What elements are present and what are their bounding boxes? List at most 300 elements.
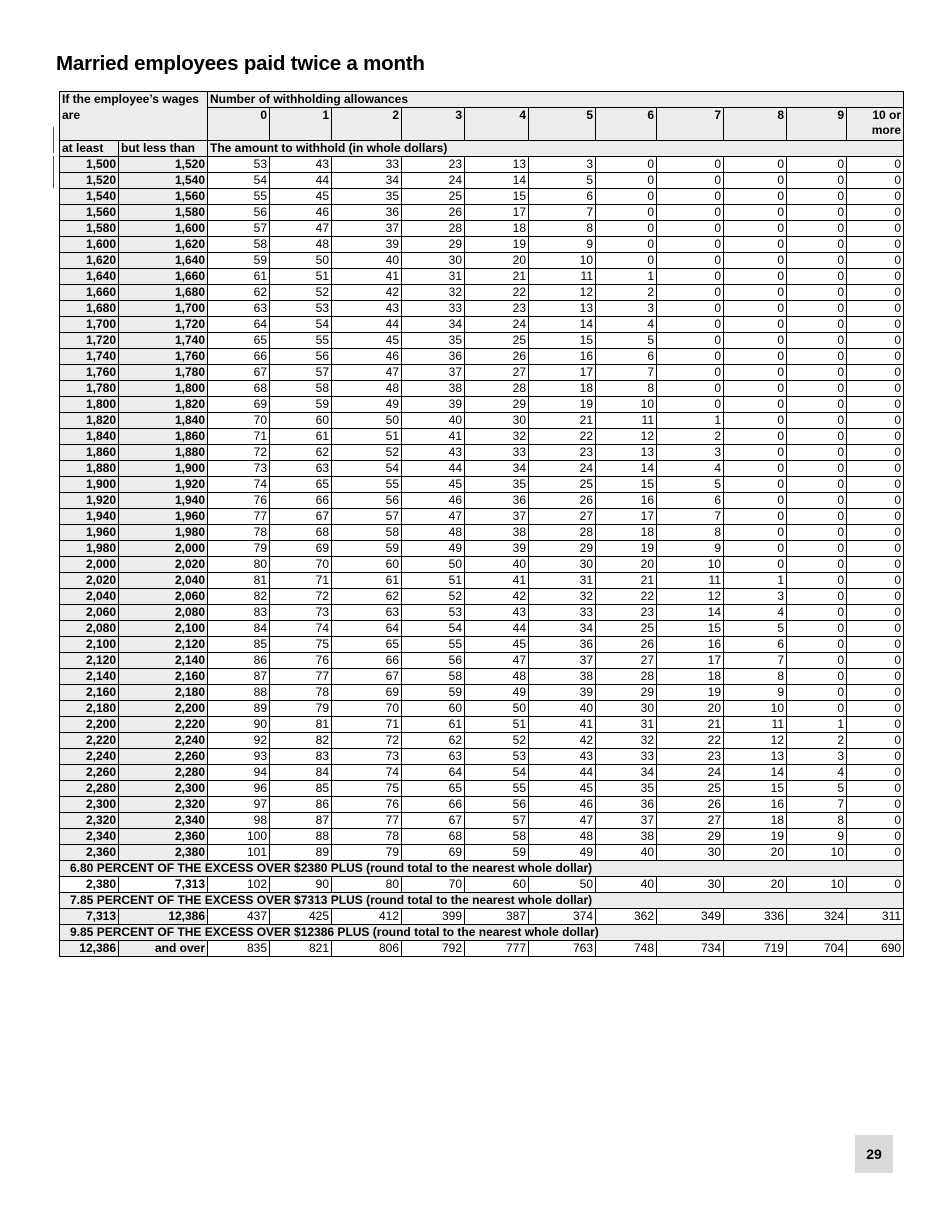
withholding-amount: 0 <box>787 477 847 493</box>
withholding-amount: 27 <box>596 653 657 669</box>
withholding-amount: 0 <box>657 301 724 317</box>
withholding-amount: 17 <box>596 509 657 525</box>
withholding-amount: 40 <box>465 557 529 573</box>
table-row <box>60 781 904 797</box>
withholding-amount: 37 <box>465 509 529 525</box>
bracket-note: 6.80 PERCENT OF THE EXCESS OVER $2380 PLUS (round total to the nearest whole dollar) <box>60 861 904 877</box>
withholding-amount: 61 <box>208 269 270 285</box>
withholding-amount: 34 <box>529 621 596 637</box>
withholding-amount: 0 <box>847 221 904 237</box>
wage-at-least: 1,860 <box>60 445 119 461</box>
withholding-amount: 719 <box>724 941 787 957</box>
withholding-amount: 43 <box>465 605 529 621</box>
withholding-amount: 0 <box>724 461 787 477</box>
withholding-amount: 0 <box>847 557 904 573</box>
withholding-amount: 0 <box>724 253 787 269</box>
withholding-amount: 56 <box>332 493 402 509</box>
withholding-amount: 88 <box>208 685 270 701</box>
withholding-amount: 45 <box>465 637 529 653</box>
withholding-amount: 14 <box>596 461 657 477</box>
withholding-amount: 59 <box>465 845 529 861</box>
withholding-amount: 0 <box>724 397 787 413</box>
withholding-amount: 63 <box>402 749 465 765</box>
withholding-amount: 47 <box>402 509 465 525</box>
withholding-amount: 60 <box>465 877 529 893</box>
withholding-amount: 0 <box>787 333 847 349</box>
wage-at-least: 2,240 <box>60 749 119 765</box>
withholding-amount: 45 <box>402 477 465 493</box>
withholding-amount: 65 <box>332 637 402 653</box>
table-row <box>60 765 904 781</box>
withholding-amount: 0 <box>847 749 904 765</box>
withholding-amount: 42 <box>332 285 402 301</box>
withholding-amount: 40 <box>402 413 465 429</box>
withholding-amount: 6 <box>529 189 596 205</box>
withholding-amount: 0 <box>724 333 787 349</box>
table-row <box>60 461 904 477</box>
withholding-amount: 0 <box>724 301 787 317</box>
withholding-amount: 84 <box>270 765 332 781</box>
wage-less-than: 2,380 <box>119 845 208 861</box>
withholding-amount: 25 <box>402 189 465 205</box>
wage-at-least: 1,500 <box>60 157 119 173</box>
table-row <box>60 349 904 365</box>
withholding-amount: 23 <box>596 605 657 621</box>
withholding-amount: 0 <box>847 541 904 557</box>
withholding-amount: 52 <box>465 733 529 749</box>
withholding-amount: 18 <box>596 525 657 541</box>
withholding-amount: 67 <box>270 509 332 525</box>
withholding-amount: 35 <box>596 781 657 797</box>
withholding-amount: 0 <box>787 669 847 685</box>
withholding-amount: 18 <box>529 381 596 397</box>
withholding-amount: 13 <box>529 301 596 317</box>
withholding-amount: 0 <box>847 637 904 653</box>
withholding-amount: 25 <box>596 621 657 637</box>
withholding-amount: 50 <box>332 413 402 429</box>
wage-at-least: 1,760 <box>60 365 119 381</box>
withholding-amount: 55 <box>270 333 332 349</box>
withholding-amount: 27 <box>657 813 724 829</box>
withholding-amount: 0 <box>847 301 904 317</box>
table-row <box>60 397 904 413</box>
withholding-amount: 34 <box>402 317 465 333</box>
withholding-amount: 9 <box>529 237 596 253</box>
withholding-amount: 0 <box>787 413 847 429</box>
withholding-amount: 0 <box>847 173 904 189</box>
withholding-amount: 704 <box>787 941 847 957</box>
bracket-note: 7.85 PERCENT OF THE EXCESS OVER $7313 PLUS (round total to the nearest whole dollar) <box>60 893 904 909</box>
withholding-amount: 64 <box>402 765 465 781</box>
withholding-amount: 81 <box>208 573 270 589</box>
withholding-amount: 58 <box>208 237 270 253</box>
withholding-amount: 41 <box>332 269 402 285</box>
withholding-amount: 806 <box>332 941 402 957</box>
withholding-amount: 29 <box>529 541 596 557</box>
withholding-amount: 10 <box>596 397 657 413</box>
withholding-amount: 20 <box>465 253 529 269</box>
wage-less-than: 1,880 <box>119 445 208 461</box>
withholding-amount: 54 <box>270 317 332 333</box>
withholding-amount: 7 <box>724 653 787 669</box>
withholding-amount: 12 <box>724 733 787 749</box>
withholding-amount: 8 <box>529 221 596 237</box>
table-row <box>60 301 904 317</box>
wage-at-least: 2,300 <box>60 797 119 813</box>
withholding-amount: 101 <box>208 845 270 861</box>
withholding-amount: 74 <box>208 477 270 493</box>
table-row <box>60 253 904 269</box>
withholding-amount: 26 <box>596 637 657 653</box>
withholding-amount: 0 <box>787 573 847 589</box>
withholding-amount: 55 <box>465 781 529 797</box>
wage-at-least: 1,920 <box>60 493 119 509</box>
withholding-amount: 25 <box>529 477 596 493</box>
wage-less-than: 2,060 <box>119 589 208 605</box>
withholding-amount: 0 <box>847 717 904 733</box>
wage-less-than: 1,820 <box>119 397 208 413</box>
withholding-amount: 39 <box>332 237 402 253</box>
withholding-amount: 23 <box>402 157 465 173</box>
wage-at-least: 2,040 <box>60 589 119 605</box>
withholding-amount: 86 <box>270 797 332 813</box>
withholding-amount: 89 <box>208 701 270 717</box>
withholding-amount: 82 <box>270 733 332 749</box>
withholding-amount: 22 <box>596 589 657 605</box>
withholding-amount: 38 <box>596 829 657 845</box>
withholding-amount: 47 <box>332 365 402 381</box>
withholding-amount: 94 <box>208 765 270 781</box>
withholding-amount: 10 <box>787 877 847 893</box>
wage-less-than: 2,160 <box>119 669 208 685</box>
withholding-amount: 30 <box>657 845 724 861</box>
withholding-amount: 0 <box>847 349 904 365</box>
withholding-amount: 0 <box>847 509 904 525</box>
withholding-amount: 100 <box>208 829 270 845</box>
table-row <box>60 717 904 733</box>
withholding-amount: 11 <box>657 573 724 589</box>
withholding-amount: 15 <box>596 477 657 493</box>
withholding-amount: 8 <box>724 669 787 685</box>
withholding-amount: 31 <box>596 717 657 733</box>
withholding-amount: 0 <box>657 189 724 205</box>
withholding-amount: 13 <box>596 445 657 461</box>
withholding-amount: 40 <box>596 877 657 893</box>
withholding-amount: 23 <box>465 301 529 317</box>
withholding-amount: 48 <box>529 829 596 845</box>
withholding-amount: 12 <box>529 285 596 301</box>
last-col-line1: 10 or <box>872 108 902 122</box>
withholding-amount: 55 <box>332 477 402 493</box>
withholding-amount: 47 <box>270 221 332 237</box>
withholding-amount: 62 <box>208 285 270 301</box>
withholding-amount: 11 <box>529 269 596 285</box>
withholding-amount: 0 <box>847 589 904 605</box>
withholding-amount: 0 <box>724 381 787 397</box>
withholding-amount: 62 <box>332 589 402 605</box>
allowances-label: Number of withholding allowances <box>208 92 904 108</box>
withholding-amount: 0 <box>657 221 724 237</box>
withholding-amount: 16 <box>596 493 657 509</box>
withholding-amount: 3 <box>596 301 657 317</box>
withholding-amount: 53 <box>465 749 529 765</box>
withholding-amount: 31 <box>402 269 465 285</box>
allowance-col-header: 6 <box>596 108 657 141</box>
withholding-amount: 25 <box>657 781 724 797</box>
wage-less-than: 1,600 <box>119 221 208 237</box>
withholding-amount: 3 <box>657 445 724 461</box>
withholding-amount: 15 <box>657 621 724 637</box>
withholding-amount: 71 <box>270 573 332 589</box>
withholding-amount: 1 <box>724 573 787 589</box>
amount-label: The amount to withhold (in whole dollars) <box>208 141 904 157</box>
wage-at-least: 2,160 <box>60 685 119 701</box>
wage-at-least: 1,520 <box>60 173 119 189</box>
withholding-amount: 30 <box>465 413 529 429</box>
withholding-amount: 78 <box>332 829 402 845</box>
allowance-col-header: 3 <box>402 108 465 141</box>
withholding-amount: 6 <box>724 637 787 653</box>
withholding-amount: 71 <box>332 717 402 733</box>
withholding-amount: 0 <box>787 509 847 525</box>
withholding-amount: 78 <box>270 685 332 701</box>
withholding-amount: 13 <box>465 157 529 173</box>
withholding-amount: 0 <box>787 605 847 621</box>
withholding-amount: 0 <box>657 365 724 381</box>
withholding-amount: 4 <box>596 317 657 333</box>
header-row-1 <box>60 92 904 108</box>
withholding-amount: 46 <box>270 205 332 221</box>
withholding-amount: 0 <box>847 669 904 685</box>
withholding-amount: 15 <box>724 781 787 797</box>
withholding-amount: 60 <box>402 701 465 717</box>
withholding-amount: 763 <box>529 941 596 957</box>
table-row <box>60 525 904 541</box>
withholding-amount: 0 <box>847 621 904 637</box>
withholding-amount: 73 <box>332 749 402 765</box>
withholding-amount: 46 <box>332 349 402 365</box>
withholding-amount: 59 <box>402 685 465 701</box>
wage-less-than: 1,980 <box>119 525 208 541</box>
withholding-amount: 80 <box>332 877 402 893</box>
withholding-amount: 1 <box>787 717 847 733</box>
allowance-col-header: 8 <box>724 108 787 141</box>
withholding-amount: 16 <box>657 637 724 653</box>
withholding-amount: 75 <box>270 637 332 653</box>
withholding-amount: 70 <box>332 701 402 717</box>
withholding-amount: 0 <box>847 269 904 285</box>
table-row <box>60 477 904 493</box>
wage-less-than: 2,240 <box>119 733 208 749</box>
withholding-amount: 2 <box>596 285 657 301</box>
withholding-amount: 399 <box>402 909 465 925</box>
withholding-amount: 0 <box>787 381 847 397</box>
table-row <box>60 797 904 813</box>
withholding-table <box>59 91 904 957</box>
withholding-amount: 58 <box>465 829 529 845</box>
withholding-amount: 777 <box>465 941 529 957</box>
withholding-amount: 32 <box>596 733 657 749</box>
wage-less-than: 2,320 <box>119 797 208 813</box>
withholding-amount: 68 <box>270 525 332 541</box>
withholding-amount: 4 <box>724 605 787 621</box>
withholding-amount: 43 <box>402 445 465 461</box>
withholding-amount: 0 <box>787 557 847 573</box>
at-least-label: at least <box>60 141 119 157</box>
withholding-amount: 6 <box>657 493 724 509</box>
wage-less-than: 1,560 <box>119 189 208 205</box>
withholding-amount: 0 <box>657 253 724 269</box>
wage-at-least: 1,660 <box>60 285 119 301</box>
withholding-amount: 76 <box>270 653 332 669</box>
withholding-amount: 690 <box>847 941 904 957</box>
withholding-amount: 63 <box>332 605 402 621</box>
withholding-amount: 0 <box>657 317 724 333</box>
withholding-amount: 29 <box>596 685 657 701</box>
withholding-amount: 24 <box>402 173 465 189</box>
wage-less-than: 1,720 <box>119 317 208 333</box>
withholding-amount: 0 <box>847 733 904 749</box>
withholding-amount: 75 <box>332 781 402 797</box>
wage-at-least: 2,140 <box>60 669 119 685</box>
withholding-amount: 55 <box>208 189 270 205</box>
withholding-amount: 0 <box>787 541 847 557</box>
withholding-amount: 47 <box>465 653 529 669</box>
wage-at-least: 7,313 <box>60 909 119 925</box>
withholding-amount: 22 <box>657 733 724 749</box>
withholding-amount: 39 <box>529 685 596 701</box>
withholding-amount: 80 <box>208 557 270 573</box>
withholding-amount: 62 <box>270 445 332 461</box>
withholding-amount: 0 <box>847 845 904 861</box>
table-row <box>60 589 904 605</box>
withholding-amount: 8 <box>596 381 657 397</box>
withholding-amount: 5 <box>529 173 596 189</box>
withholding-amount: 30 <box>529 557 596 573</box>
table-row <box>60 429 904 445</box>
withholding-amount: 0 <box>787 221 847 237</box>
withholding-amount: 0 <box>847 781 904 797</box>
wage-less-than: 2,300 <box>119 781 208 797</box>
withholding-amount: 13 <box>724 749 787 765</box>
withholding-amount: 9 <box>657 541 724 557</box>
withholding-amount: 0 <box>724 525 787 541</box>
withholding-amount: 45 <box>270 189 332 205</box>
wage-less-than: 2,180 <box>119 685 208 701</box>
withholding-amount: 0 <box>787 397 847 413</box>
wage-at-least: 1,820 <box>60 413 119 429</box>
withholding-amount: 50 <box>270 253 332 269</box>
wage-at-least: 2,320 <box>60 813 119 829</box>
withholding-amount: 16 <box>529 349 596 365</box>
withholding-amount: 34 <box>465 461 529 477</box>
wage-at-least: 1,680 <box>60 301 119 317</box>
withholding-amount: 0 <box>657 285 724 301</box>
wage-at-least: 2,340 <box>60 829 119 845</box>
withholding-amount: 0 <box>596 157 657 173</box>
allowance-col-header: 1 <box>270 108 332 141</box>
withholding-amount: 43 <box>270 157 332 173</box>
withholding-amount: 0 <box>724 237 787 253</box>
withholding-amount: 87 <box>270 813 332 829</box>
withholding-amount: 57 <box>465 813 529 829</box>
withholding-amount: 5 <box>596 333 657 349</box>
withholding-amount: 2 <box>657 429 724 445</box>
withholding-amount: 69 <box>332 685 402 701</box>
withholding-amount: 28 <box>596 669 657 685</box>
wage-at-least: 1,600 <box>60 237 119 253</box>
wage-less-than: 2,000 <box>119 541 208 557</box>
withholding-amount: 44 <box>402 461 465 477</box>
table-row <box>60 509 904 525</box>
wage-at-least: 1,880 <box>60 461 119 477</box>
withholding-amount: 0 <box>847 413 904 429</box>
withholding-amount: 40 <box>529 701 596 717</box>
withholding-amount: 40 <box>332 253 402 269</box>
table-row <box>60 317 904 333</box>
withholding-amount: 0 <box>657 173 724 189</box>
withholding-amount: 45 <box>529 781 596 797</box>
withholding-amount: 41 <box>465 573 529 589</box>
withholding-amount: 7 <box>787 797 847 813</box>
withholding-amount: 0 <box>724 541 787 557</box>
withholding-amount: 0 <box>724 285 787 301</box>
table-row <box>60 557 904 573</box>
withholding-amount: 28 <box>402 221 465 237</box>
table-row <box>60 749 904 765</box>
withholding-amount: 0 <box>847 525 904 541</box>
table-row <box>60 173 904 189</box>
withholding-amount: 19 <box>596 541 657 557</box>
withholding-amount: 0 <box>787 205 847 221</box>
withholding-amount: 32 <box>402 285 465 301</box>
withholding-amount: 69 <box>208 397 270 413</box>
table-row <box>60 541 904 557</box>
withholding-amount: 90 <box>208 717 270 733</box>
wage-at-least: 1,640 <box>60 269 119 285</box>
withholding-amount: 734 <box>657 941 724 957</box>
withholding-amount: 89 <box>270 845 332 861</box>
allowance-col-header-last <box>847 108 904 141</box>
withholding-amount: 39 <box>402 397 465 413</box>
withholding-amount: 36 <box>596 797 657 813</box>
withholding-amount: 11 <box>596 413 657 429</box>
margin-mark <box>53 127 54 153</box>
table-row <box>60 877 904 893</box>
withholding-amount: 23 <box>529 445 596 461</box>
withholding-amount: 0 <box>847 605 904 621</box>
withholding-amount: 83 <box>270 749 332 765</box>
withholding-amount: 63 <box>208 301 270 317</box>
withholding-amount: 792 <box>402 941 465 957</box>
withholding-amount: 10 <box>724 701 787 717</box>
withholding-amount: 76 <box>332 797 402 813</box>
allowance-col-header: 9 <box>787 108 847 141</box>
withholding-amount: 5 <box>657 477 724 493</box>
withholding-amount: 21 <box>596 573 657 589</box>
withholding-amount: 39 <box>465 541 529 557</box>
withholding-amount: 49 <box>465 685 529 701</box>
withholding-amount: 14 <box>465 173 529 189</box>
withholding-amount: 0 <box>847 573 904 589</box>
page-number: 29 <box>855 1135 893 1173</box>
wage-less-than: 1,920 <box>119 477 208 493</box>
table-row <box>60 157 904 173</box>
withholding-amount: 72 <box>270 589 332 605</box>
withholding-amount: 19 <box>529 397 596 413</box>
withholding-amount: 50 <box>529 877 596 893</box>
withholding-amount: 0 <box>847 829 904 845</box>
